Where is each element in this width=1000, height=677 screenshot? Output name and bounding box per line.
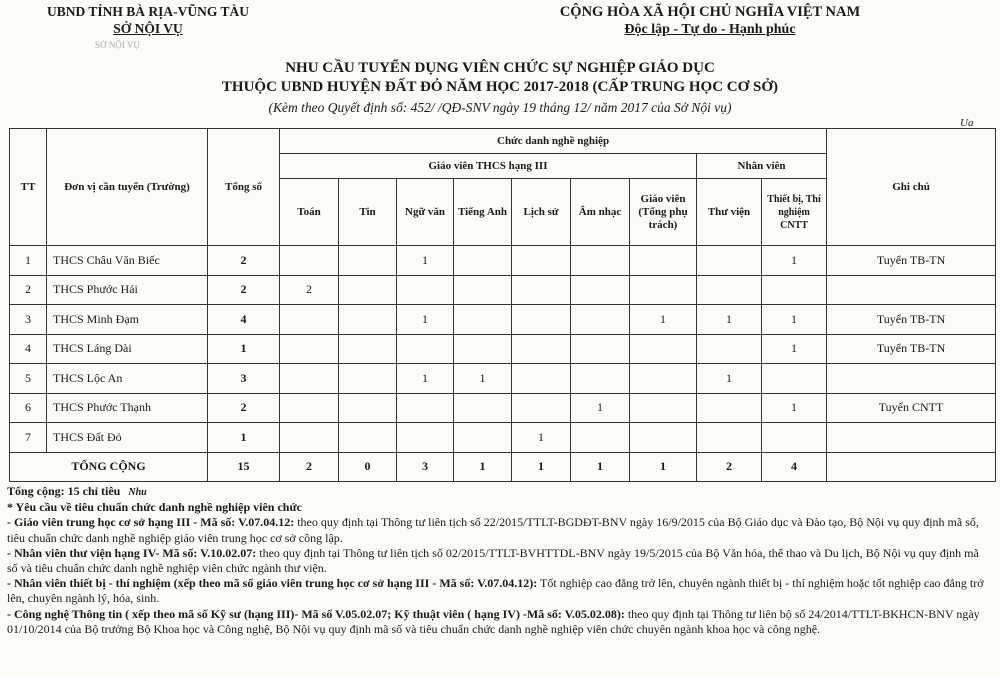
school-name: THCS Đất Đỏ <box>47 423 208 453</box>
quota-cell <box>571 275 630 305</box>
header-subject: Ngữ văn <box>397 179 454 246</box>
quota-cell <box>630 334 697 364</box>
requirement-text: Tốt nghiệp cao đẳng trở lên, chuyên ngành thiết bị - thí nghiệm hoặc tốt nghiệp cao đẳng trở lên, chuyên ngành lý, hóa, sinh. <box>7 576 984 606</box>
quota-cell: 1 <box>397 305 454 335</box>
notes-section <box>7 484 992 637</box>
agency-province: UBND TỈNH BÀ RỊA-VŨNG TÀU <box>46 4 250 19</box>
header-subject: Giáo viên (Tổng phụ trách) <box>630 179 697 246</box>
quota-cell: 1 <box>697 305 762 335</box>
table-row <box>10 334 996 364</box>
total-cell: 0 <box>339 452 397 481</box>
row-note: Tuyển CNTT <box>827 393 996 423</box>
quota-cell <box>339 334 397 364</box>
requirements-heading: * Yêu cầu về tiêu chuẩn chức danh nghề nghiệp viên chức <box>7 500 302 515</box>
quota-cell <box>397 334 454 364</box>
issuing-agency <box>28 3 268 37</box>
row-total: 3 <box>208 364 280 394</box>
total-cell: 1 <box>454 452 512 481</box>
header-subject: Thư viện <box>697 179 762 246</box>
quota-cell <box>697 246 762 276</box>
row-total: 2 <box>208 275 280 305</box>
recruitment-table <box>9 128 996 482</box>
nation-name: CỘNG HÒA XÃ HỘI CHỦ NGHĨA VIỆT NAM <box>559 4 861 20</box>
school-name: THCS Lộc An <box>47 364 208 394</box>
summary-signature: Nhu <box>128 487 147 498</box>
quota-cell <box>512 364 571 394</box>
quota-cell <box>762 423 827 453</box>
quota-cell <box>280 364 339 394</box>
row-total: 4 <box>208 305 280 335</box>
quota-cell <box>280 334 339 364</box>
quota-cell <box>512 305 571 335</box>
quota-cell <box>512 393 571 423</box>
requirement-item <box>7 546 992 576</box>
total-cell: 2 <box>280 452 339 481</box>
quota-cell: 1 <box>571 393 630 423</box>
total-row <box>10 452 996 481</box>
total-cell: 1 <box>512 452 571 481</box>
row-note <box>827 364 996 394</box>
quota-cell <box>339 246 397 276</box>
quota-cell: 1 <box>512 423 571 453</box>
header-subject: Tin <box>339 179 397 246</box>
header-subject: Lịch sử <box>512 179 571 246</box>
quota-cell: 1 <box>762 334 827 364</box>
quota-cell <box>697 275 762 305</box>
quota-cell <box>280 246 339 276</box>
table-row <box>10 393 996 423</box>
row-number: 1 <box>10 246 47 276</box>
requirement-text: theo quy định tại Thông tư liên bộ số 24/2014/TTLT-BKHCN-BNV ngày 01/10/2014 của Bộ trưởng Bộ Khoa học và Công nghệ, Bộ Nội vụ quy định mã số và tiêu chuẩn chức danh nghề nghiệp viên chức chuyên ngành khoa học và công nghệ. <box>7 606 980 636</box>
quota-cell <box>630 423 697 453</box>
requirement-item <box>7 576 992 606</box>
header-teacher-group: Giáo viên THCS hạng III <box>280 154 697 179</box>
quota-cell <box>697 393 762 423</box>
quota-cell <box>512 334 571 364</box>
quota-cell <box>454 423 512 453</box>
row-number: 3 <box>10 305 47 335</box>
quota-cell <box>454 275 512 305</box>
quota-cell <box>697 334 762 364</box>
row-total: 2 <box>208 393 280 423</box>
stamp-mark: SỞ NỘI VỤ <box>95 40 140 50</box>
total-cell: 4 <box>762 452 827 481</box>
quota-cell <box>697 423 762 453</box>
quota-cell: 1 <box>397 246 454 276</box>
quota-cell <box>280 393 339 423</box>
quota-cell: 1 <box>697 364 762 394</box>
total-cell: 3 <box>397 452 454 481</box>
quota-cell <box>571 246 630 276</box>
quota-cell <box>571 423 630 453</box>
header-note: Ghi chú <box>827 129 996 246</box>
row-number: 7 <box>10 423 47 453</box>
header-tt: TT <box>10 129 47 246</box>
header-subject: Tiếng Anh <box>454 179 512 246</box>
school-name: THCS Châu Văn Biếc <box>47 246 208 276</box>
quota-cell <box>397 423 454 453</box>
grand-total: 15 <box>208 452 280 481</box>
header-unit: Đơn vị cần tuyển (Trường) <box>47 129 208 246</box>
national-motto: Độc lập - Tự do - Hạnh phúc <box>624 22 796 37</box>
quota-cell <box>397 275 454 305</box>
total-cell: 1 <box>630 452 697 481</box>
requirement-title: - Giáo viên trung học cơ sở hạng III - Mã số: V.07.04.12: <box>7 515 295 530</box>
row-total: 1 <box>208 423 280 453</box>
quota-cell <box>571 305 630 335</box>
row-number: 4 <box>10 334 47 364</box>
quota-cell: 1 <box>397 364 454 394</box>
table-row <box>10 305 996 335</box>
header-subject: Âm nhạc <box>571 179 630 246</box>
quota-cell <box>280 305 339 335</box>
agency-department: SỞ NỘI VỤ <box>113 21 183 36</box>
quota-cell <box>339 364 397 394</box>
row-note: Tuyển TB-TN <box>827 334 996 364</box>
requirement-title: - Nhân viên thiết bị - thí nghiệm (xếp theo mã số giáo viên trung học cơ sở hạng III - Mã số: V.07.04.12): <box>7 576 538 591</box>
quota-cell <box>339 275 397 305</box>
quota-cell: 1 <box>762 305 827 335</box>
school-name: THCS Láng Dài <box>47 334 208 364</box>
header-subject: Toán <box>280 179 339 246</box>
quota-cell <box>454 393 512 423</box>
requirement-text: theo quy định tại Thông tư liên tịch số 22/2015/TTLT-BGDĐT-BNV ngày 16/9/2015 của Bộ Giáo dục và Đào tạo, Bộ Nội vụ quy định mã số, tiêu chuẩn chức danh nghề nghiệp giáo viên trung học cơ sở công lập. <box>7 515 979 545</box>
quota-cell <box>630 393 697 423</box>
quota-cell <box>339 393 397 423</box>
quota-cell <box>339 423 397 453</box>
quota-cell <box>630 364 697 394</box>
header-subject: Thiết bị, Thí nghiệm CNTT <box>762 179 827 246</box>
header-job-titles: Chức danh nghề nghiệp <box>280 129 827 154</box>
national-header <box>500 3 920 39</box>
school-name: THCS Phước Hải <box>47 275 208 305</box>
quota-cell <box>454 305 512 335</box>
total-quota-text: Tổng cộng: 15 chỉ tiêu <box>7 484 121 498</box>
requirement-item <box>7 607 992 637</box>
quota-cell <box>397 393 454 423</box>
quota-cell: 2 <box>280 275 339 305</box>
quota-cell <box>454 334 512 364</box>
quota-cell: 1 <box>762 393 827 423</box>
row-note: Tuyển TB-TN <box>827 305 996 335</box>
header-staff-group: Nhân viên <box>697 154 827 179</box>
table-row <box>10 364 996 394</box>
quota-cell <box>571 364 630 394</box>
row-number: 2 <box>10 275 47 305</box>
total-quota <box>7 484 992 500</box>
table-row <box>10 423 996 453</box>
quota-cell <box>630 246 697 276</box>
quota-cell <box>762 275 827 305</box>
quota-cell <box>630 275 697 305</box>
row-number: 6 <box>10 393 47 423</box>
total-cell: 2 <box>697 452 762 481</box>
row-total: 2 <box>208 246 280 276</box>
total-note <box>827 452 996 481</box>
requirement-text: theo quy định tại Thông tư liên tịch số 02/2015/TTLT-BVHTTDL-BNV ngày 19/5/2015 của Bộ Văn hóa, thể thao và Du lịch, Bộ Nội vụ quy định mã số và tiêu chuẩn chức danh nghề nghiệp viên chức ngành thư viện. <box>7 545 979 576</box>
table-row <box>10 246 996 276</box>
header-total: Tổng số <box>208 129 280 246</box>
total-label: TỔNG CỘNG <box>10 452 208 481</box>
requirement-title: - Công nghệ Thông tin ( xếp theo mã số Kỹ sư (hạng III)- Mã số V.05.02.07; Kỹ thuật viên ( hạng IV) -Mã số: V.05.02.08): <box>7 606 625 621</box>
doc-title-line2: THUỘC UBND HUYỆN ĐẤT ĐỎ NĂM HỌC 2017-2018 (CẤP TRUNG HỌC CƠ SỞ) <box>221 79 779 95</box>
quota-cell <box>280 423 339 453</box>
row-number: 5 <box>10 364 47 394</box>
row-note: Tuyển TB-TN <box>827 246 996 276</box>
row-total: 1 <box>208 334 280 364</box>
quota-cell <box>512 275 571 305</box>
handwritten-initials: Ua <box>960 117 974 129</box>
quota-cell: 1 <box>762 246 827 276</box>
quota-cell <box>571 334 630 364</box>
school-name: THCS Minh Đạm <box>47 305 208 335</box>
doc-subtitle: (Kèm theo Quyết định số: 452/ /QĐ-SNV ngày 19 tháng 12/ năm 2017 của Sở Nội vụ) <box>268 100 732 115</box>
quota-cell <box>512 246 571 276</box>
table-row <box>10 275 996 305</box>
quota-cell <box>454 246 512 276</box>
total-cell: 1 <box>571 452 630 481</box>
quota-cell: 1 <box>630 305 697 335</box>
doc-title-line1: NHU CẦU TUYỂN DỤNG VIÊN CHỨC SỰ NGHIỆP GIÁO DỤC <box>285 60 715 76</box>
quota-cell <box>339 305 397 335</box>
row-note <box>827 423 996 453</box>
quota-cell <box>762 364 827 394</box>
requirement-title: - Nhân viên thư viện hạng IV- Mã số: V.10.02.07: <box>7 545 257 560</box>
quota-cell: 1 <box>454 364 512 394</box>
requirement-item <box>7 515 992 545</box>
school-name: THCS Phước Thạnh <box>47 393 208 423</box>
row-note <box>827 275 996 305</box>
